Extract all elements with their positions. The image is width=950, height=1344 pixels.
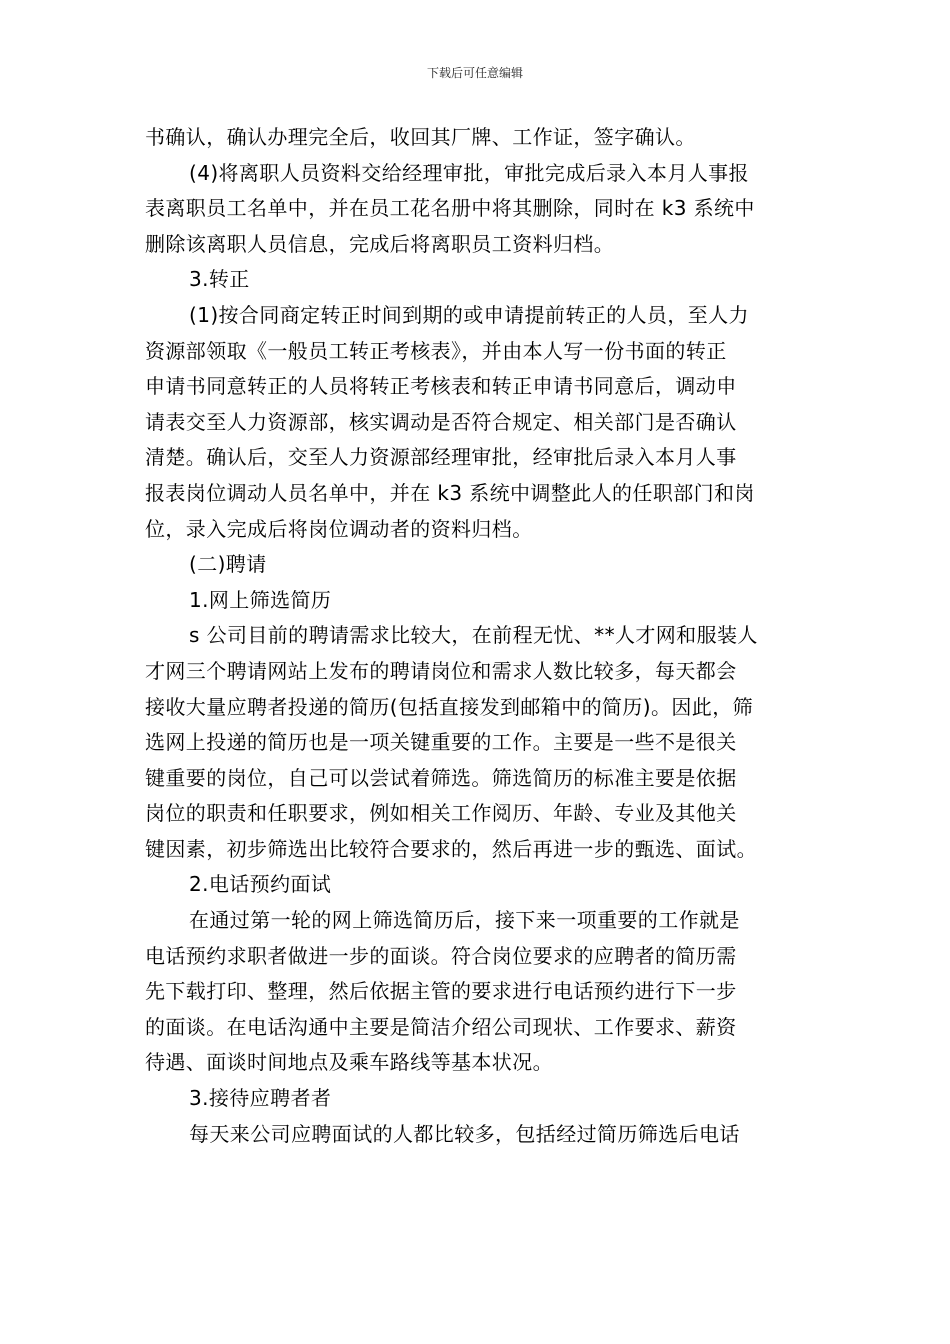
text-line: 岗位的职责和任职要求，例如相关工作阅历、年龄、专业及其他关 [145, 801, 737, 826]
page-header: 下载后可任意编辑 [426, 66, 523, 80]
text-line: 位，录入完成后将岗位调动者的资料归档。 [145, 516, 533, 541]
text-line: 申请书同意转正的人员将转正考核表和转正申请书同意后，调动申 [145, 374, 737, 399]
text-line: 2.电话预约面试 [189, 872, 332, 897]
text-line: 1.网上筛选简历 [189, 587, 332, 612]
text-line: 键重要的岗位，自己可以尝试着筛选。筛选简历的标准主要是依据 [145, 765, 737, 790]
text-line: 的面谈。在电话沟通中主要是简洁介绍公司现状、工作要求、薪资 [145, 1014, 737, 1039]
text-line: 表离职员工名单中，并在员工花名册中将其删除，同时在 k3 系统中 [145, 196, 755, 221]
text-line: 3.转正 [189, 267, 250, 292]
text-line: 删除该离职人员信息，完成后将离职员工资料归档。 [145, 231, 615, 256]
text-line: 待遇、面谈时间地点及乘车路线等基本状况。 [145, 1050, 553, 1075]
text-line: 先下载打印、整理，然后依据主管的要求进行电话预约进行下一步 [145, 979, 737, 1004]
text-line: 电话预约求职者做进一步的面谈。符合岗位要求的应聘者的简历需 [145, 943, 737, 968]
text-line: 每天来公司应聘面试的人都比较多，包括经过简历筛选后电话 [189, 1121, 740, 1146]
text-line: (二)聘请 [189, 552, 267, 577]
text-line: (4)将离职人员资料交给经理审批，审批完成后录入本月人事报 [189, 160, 749, 185]
text-line: 报表岗位调动人员名单中，并在 k3 系统中调整此人的任职部门和岗 [145, 480, 755, 505]
text-line: 清楚。确认后，交至人力资源部经理审批，经审批后录入本月人事 [145, 445, 737, 470]
document-body [145, 120, 810, 1152]
text-line: s 公司目前的聘请需求比较大，在前程无忧、**人才网和服装人 [189, 623, 758, 648]
text-line: 3.接待应聘者者 [189, 1086, 332, 1111]
text-line: 在通过第一轮的网上筛选简历后，接下来一项重要的工作就是 [189, 908, 740, 933]
text-line: 才网三个聘请网站上发布的聘请岗位和需求人数比较多，每天都会 [145, 658, 737, 683]
text-line: 键因素，初步筛选出比较符合要求的，然后再进一步的甄选、面试。 [145, 836, 757, 861]
text-line: 选网上投递的简历也是一项关键重要的工作。主要是一些不是很关 [145, 730, 737, 755]
text-line: 接收大量应聘者投递的简历(包括直接发到邮箱中的简历)。因此，筛 [145, 694, 754, 719]
text-line: 资源部领取《一般员工转正考核表》，并由本人写一份书面的转正 [145, 338, 727, 363]
text-line: (1)按合同商定转正时间到期的或申请提前转正的人员，至人力 [189, 302, 749, 327]
text-line: 请表交至人力资源部，核实调动是否符合规定、相关部门是否确认 [145, 409, 737, 434]
text-line: 书确认，确认办理完全后，收回其厂牌、工作证，签字确认。 [145, 125, 696, 149]
